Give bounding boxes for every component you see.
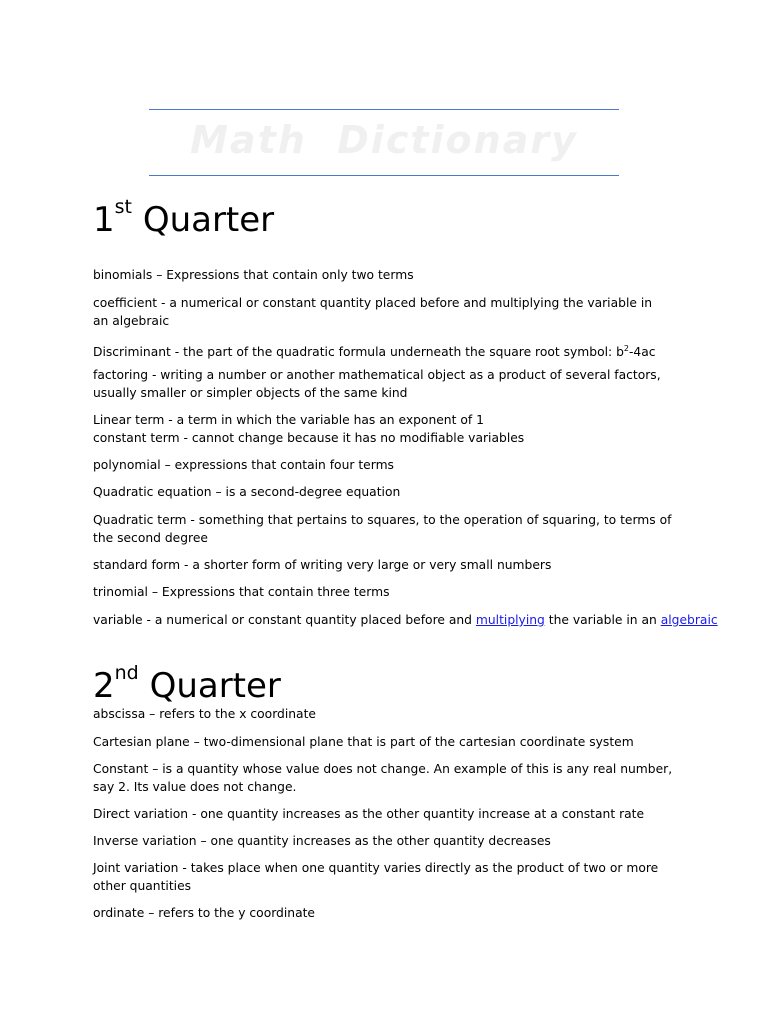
variable-text-start: variable - a numerical or constant quantity placed before and [93,613,476,627]
entry-abscissa: abscissa – refers to the x coordinate [93,707,316,721]
entry-factoring: factoring - writing a number or another mathematical object as a product of several factors, usually smaller or simpler objects of the same kind [93,368,661,400]
heading-ordinal-suffix: nd [114,662,139,684]
heading-1st-quarter [93,196,275,240]
entry-cartesian-plane: Cartesian plane – two-dimensional plane that is part of the cartesian coordinate system [93,735,634,749]
entry-constant-term: constant term - cannot change because it has no modifiable variables [93,431,525,445]
title-top-rule [149,109,619,110]
entry-linear-term: Linear term - a term in which the variable has an exponent of 1 [93,413,484,427]
entry-ordinate: ordinate – refers to the y coordinate [93,906,315,920]
entry-trinomial: trinomial – Expressions that contain three terms [93,585,390,599]
entry-discriminant [93,340,678,362]
heading-word: Quarter [142,200,275,240]
entry-quadratic-equation: Quadratic equation – is a second-degree equation [93,485,401,499]
heading-ordinal-suffix: st [114,196,132,218]
entry-constant: Constant – is a quantity whose value does not change. An example of this is any real number, say 2. Its value does not change. [93,762,673,794]
entry-binomials: binomials – Expressions that contain only two terms [93,268,414,282]
entry-quadratic-term: Quadratic term - something that pertains to squares, to the operation of squaring, to terms of the second degree [93,513,672,545]
entry-direct-variation: Direct variation - one quantity increases as the other quantity increase at a constant rate [93,807,645,821]
entry-polynomial: polynomial – expressions that contain four terms [93,458,394,472]
entry-variable [93,612,718,630]
link-algebraic[interactable]: algebraic [660,613,718,627]
discriminant-exponent: 2 [623,344,629,353]
entry-standard-form: standard form - a shorter form of writing very large or very small numbers [93,558,552,572]
entry-coefficient-line-2: an algebraic [93,313,170,328]
document-title: Math Dictionary [190,118,578,162]
entry-inverse-variation: Inverse variation – one quantity increases as the other quantity decreases [93,834,551,848]
heading-number: 1 [93,200,115,240]
link-multiplying[interactable]: multiplying [475,613,545,627]
discriminant-end: -4ac [628,345,656,360]
entry-coefficient-line-1: coefficient - a numerical or constant quantity placed before and multiplying the variable in [93,296,653,310]
heading-2nd-quarter [93,662,281,706]
entry-joint-variation: Joint variation - takes place when one quantity varies directly as the product of two or more other quantities [93,861,659,893]
discriminant-text: Discriminant - the part of the quadratic formula underneath the square root symbol: b [93,345,624,360]
heading-word: Quarter [149,666,281,706]
entry-coefficient [93,295,678,330]
title-bottom-rule [149,175,619,176]
variable-text-middle: the variable in an [544,613,661,627]
heading-number: 2 [93,666,115,706]
